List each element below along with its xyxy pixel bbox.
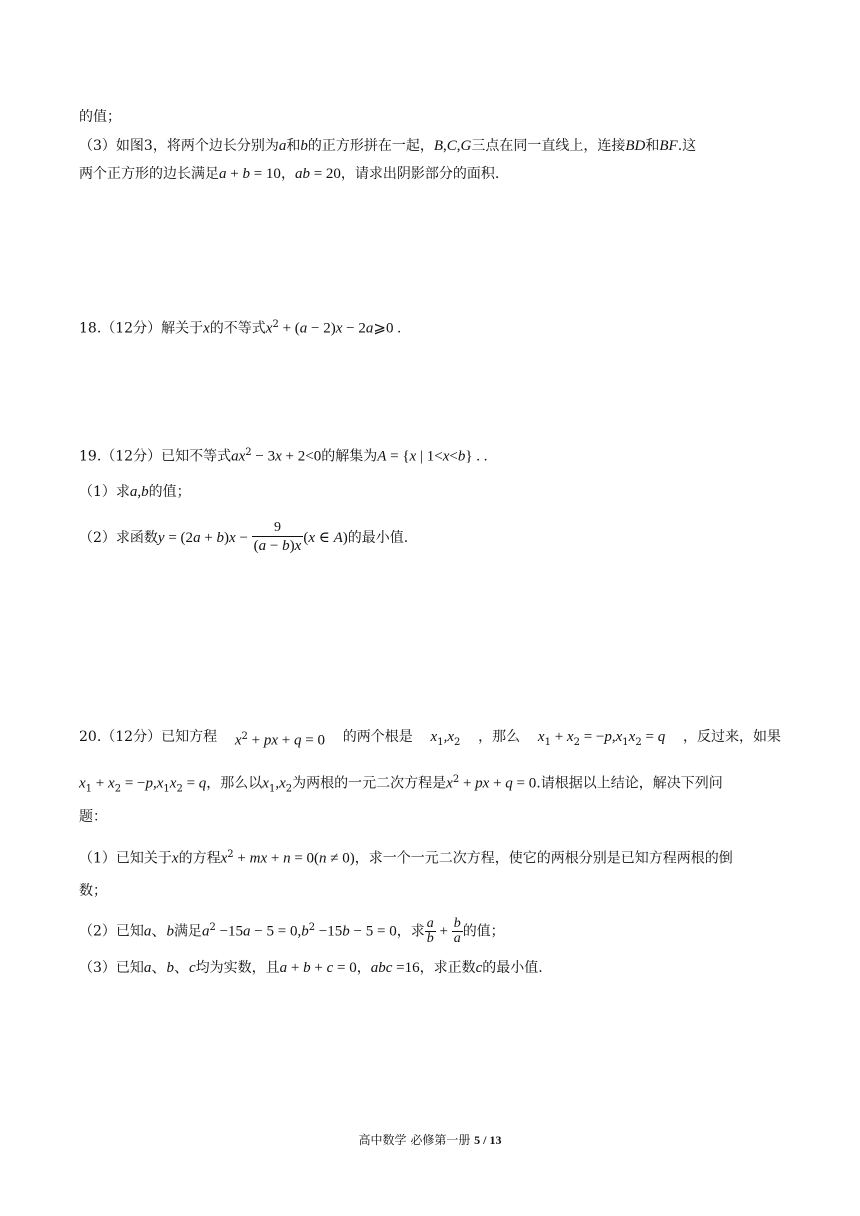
page-footer: 高中数学 必修第一册 5 / 13: [358, 1133, 502, 1147]
question-20-line1: 20.（12分）已知方程 $x^2$ + px + q = 0 的两个根是 $x_1,x_2$ ，那么 $x_1 + x_2 = -p,x_1x_2 = q$ ，反过来，如果: [79, 729, 781, 749]
p17-part3-line1: （3）如图3，将两个边长分别为a和b的正方形拼在一起，B,C,G三点在同一直线上，连接BD和BF.这: [79, 138, 697, 154]
question-20-part3: （3）已知a、b、c均为实数，且a + b + c = 0，abc =16，求正数c的最小值.: [79, 960, 543, 976]
fraction-a-over-b: $\frac{a}{b}$: [426, 916, 434, 947]
question-20-part2: （2）已知a、b满足$a^2 -15a - 5 = 0,b^2 -15b - 5 = 0$，求 $\frac{a}{b}$ + $\frac{b}{a}$ 的值；: [79, 916, 505, 947]
p17-part3-line2: 两个正方形的边长满足a + b = 10，ab = 20，请求出阴影部分的面积.: [79, 166, 500, 182]
question-19: 19.（12分）已知不等式$ax^2 - 3x + 2<0$的解集为A = {x | 1<x<b} . .: [79, 447, 488, 465]
question-19-part2: （2）求函数y = (2a + b)x − $\frac{9}{(a - b)x}$ (x ∈ A)的最小值.: [79, 520, 409, 554]
fraction-9-over-abx: $\frac{9}{(a - b)x}$: [253, 520, 302, 554]
question-20-line2: $x_1 + x_2 = -p,x_1x_2 = q$，那么以$x_1,x_2$为两根的一元二次方程是$x^2$ + px + q = 0.请根据以上结论，解决下列问: [79, 774, 723, 795]
p17-tail: 的值；: [79, 109, 121, 125]
fraction-b-over-a: $\frac{b}{a}$: [453, 916, 461, 947]
question-19-part1: （1）求a,b的值；: [79, 484, 191, 500]
question-20-line3: 题：: [79, 809, 107, 825]
page-current: 5: [474, 1133, 481, 1147]
page-total: 13: [489, 1133, 502, 1147]
question-18: 18.（12分）解关于x的不等式$x^2 + (a - 2)x$ − 2a⩾0 .: [79, 319, 401, 337]
question-20-part1-cont: 数；: [79, 883, 107, 899]
question-20-part1: （1）已知关于x的方程$x^2$ + mx + n = 0(n ≠ 0)，求一个一元二次方程，使它的两根分别是已知方程两根的倒: [79, 849, 733, 867]
